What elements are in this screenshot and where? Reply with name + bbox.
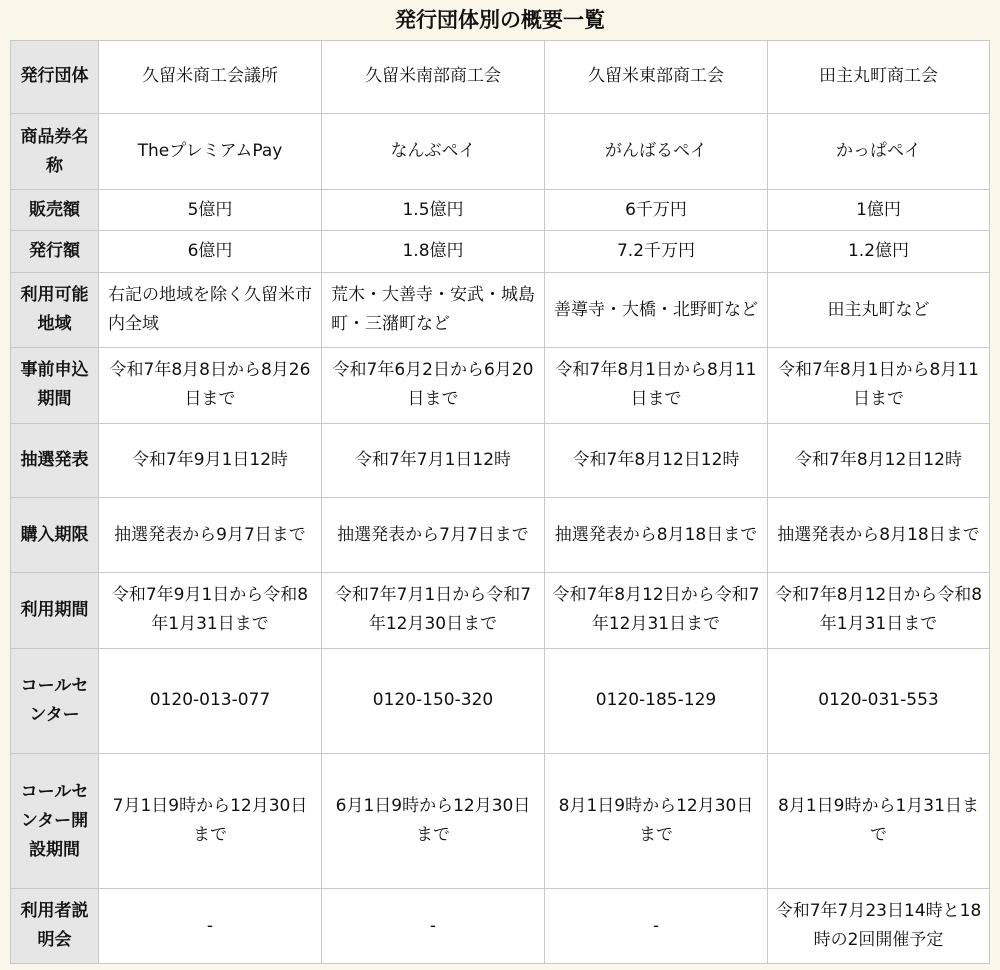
cell-voucher-name: がんばるペイ: [545, 113, 768, 190]
row-header-issue-amount: 発行額: [11, 230, 99, 272]
cell-purchase-deadline: 抽選発表から8月18日まで: [768, 498, 990, 573]
table-row: [11, 41, 990, 114]
cell-issuer: 久留米東部商工会: [545, 41, 768, 114]
cell-call-center-hours: 6月1日9時から12月30日まで: [322, 753, 545, 888]
table-row: [11, 753, 990, 888]
cell-sales-amount: 1.5億円: [322, 190, 545, 230]
cell-call-center: 0120-150-320: [322, 648, 545, 753]
cell-usable-area: 善導寺・大橋・北野町など: [545, 273, 768, 348]
row-header-application-period: 事前申込期間: [11, 347, 99, 423]
table-row: [11, 648, 990, 753]
cell-lottery-announcement: 令和7年7月1日12時: [322, 423, 545, 498]
cell-usable-area: 田主丸町など: [768, 273, 990, 348]
cell-call-center: 0120-013-077: [99, 648, 322, 753]
cell-call-center-hours: 8月1日9時から1月31日まで: [768, 753, 990, 888]
row-header-purchase-deadline: 購入期限: [11, 498, 99, 573]
cell-voucher-name: TheプレミアムPay: [99, 113, 322, 190]
cell-usable-area: 荒木・大善寺・安武・城島町・三潴町など: [322, 273, 545, 348]
row-header-usage-period: 利用期間: [11, 573, 99, 649]
row-header-call-center: コールセンター: [11, 648, 99, 753]
summary-table: [10, 40, 990, 964]
cell-call-center: 0120-031-553: [768, 648, 990, 753]
cell-issue-amount: 7.2千万円: [545, 230, 768, 272]
table-row: [11, 273, 990, 348]
table-row: [11, 190, 990, 230]
cell-lottery-announcement: 令和7年8月12日12時: [545, 423, 768, 498]
cell-call-center-hours: 7月1日9時から12月30日まで: [99, 753, 322, 888]
cell-usable-area: 右記の地域を除く久留米市内全域: [99, 273, 322, 348]
table-row: [11, 113, 990, 190]
cell-issuer: 田主丸町商工会: [768, 41, 990, 114]
cell-issuer: 久留米南部商工会: [322, 41, 545, 114]
table-row: [11, 230, 990, 272]
cell-usage-period: 令和7年7月1日から令和7年12月30日まで: [322, 573, 545, 649]
cell-usage-period: 令和7年9月1日から令和8年1月31日まで: [99, 573, 322, 649]
row-header-call-center-hours: コールセンター開設期間: [11, 753, 99, 888]
cell-user-briefing: -: [99, 889, 322, 964]
cell-purchase-deadline: 抽選発表から9月7日まで: [99, 498, 322, 573]
cell-issue-amount: 1.2億円: [768, 230, 990, 272]
cell-sales-amount: 6千万円: [545, 190, 768, 230]
cell-lottery-announcement: 令和7年8月12日12時: [768, 423, 990, 498]
cell-user-briefing: 令和7年7月23日14時と18時の2回開催予定: [768, 889, 990, 964]
cell-purchase-deadline: 抽選発表から7月7日まで: [322, 498, 545, 573]
cell-user-briefing: -: [322, 889, 545, 964]
cell-application-period: 令和7年8月8日から8月26日まで: [99, 347, 322, 423]
table-caption: 発行団体別の概要一覧: [395, 8, 605, 32]
cell-user-briefing: -: [545, 889, 768, 964]
table-row: [11, 347, 990, 423]
table-row: [11, 423, 990, 498]
cell-purchase-deadline: 抽選発表から8月18日まで: [545, 498, 768, 573]
cell-application-period: 令和7年6月2日から6月20日まで: [322, 347, 545, 423]
row-header-issuer: 発行団体: [11, 41, 99, 114]
cell-application-period: 令和7年8月1日から8月11日まで: [768, 347, 990, 423]
row-header-sales-amount: 販売額: [11, 190, 99, 230]
cell-voucher-name: なんぶペイ: [322, 113, 545, 190]
row-header-voucher-name: 商品券名称: [11, 113, 99, 190]
table-row: [11, 498, 990, 573]
cell-voucher-name: かっぱペイ: [768, 113, 990, 190]
cell-issuer: 久留米商工会議所: [99, 41, 322, 114]
cell-lottery-announcement: 令和7年9月1日12時: [99, 423, 322, 498]
cell-usage-period: 令和7年8月12日から令和8年1月31日まで: [768, 573, 990, 649]
cell-issue-amount: 1.8億円: [322, 230, 545, 272]
row-header-usable-area: 利用可能地域: [11, 273, 99, 348]
cell-sales-amount: 5億円: [99, 190, 322, 230]
cell-call-center-hours: 8月1日9時から12月30日まで: [545, 753, 768, 888]
cell-issue-amount: 6億円: [99, 230, 322, 272]
row-header-lottery-announcement: 抽選発表: [11, 423, 99, 498]
cell-application-period: 令和7年8月1日から8月11日まで: [545, 347, 768, 423]
cell-call-center: 0120-185-129: [545, 648, 768, 753]
cell-sales-amount: 1億円: [768, 190, 990, 230]
row-header-user-briefing: 利用者説明会: [11, 889, 99, 964]
table-row: [11, 889, 990, 964]
cell-usage-period: 令和7年8月12日から令和7年12月31日まで: [545, 573, 768, 649]
table-row: [11, 573, 990, 649]
